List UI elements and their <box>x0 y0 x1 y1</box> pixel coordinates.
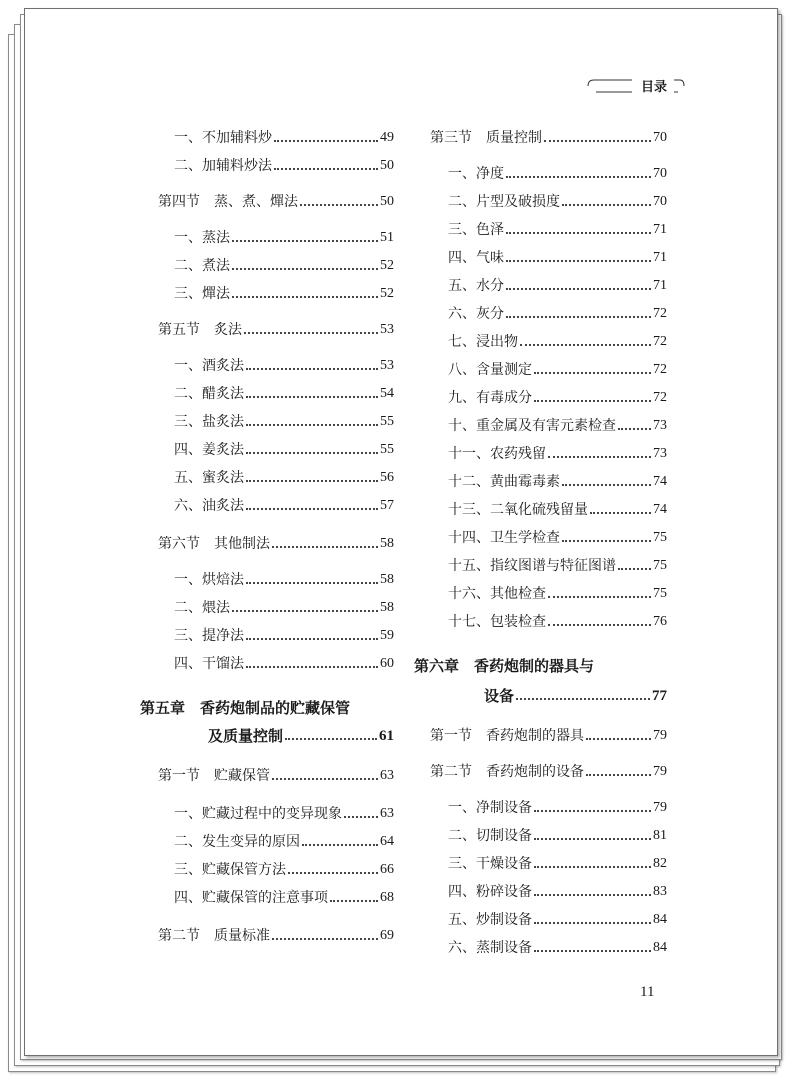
toc-entry-page: 71 <box>653 250 667 265</box>
toc-entry-title: 四、气味 <box>448 250 504 266</box>
toc-item-entry[interactable] <box>174 569 394 591</box>
toc-leader-dots <box>534 400 651 402</box>
toc-chapter-entry[interactable] <box>484 685 667 707</box>
toc-entry-page: 72 <box>653 362 667 377</box>
toc-leader-dots <box>586 738 651 740</box>
toc-entry-page: 74 <box>653 474 667 489</box>
toc-item-entry[interactable] <box>174 887 394 909</box>
toc-item-entry[interactable] <box>448 825 667 847</box>
toc-entry-title: 一、净度 <box>448 166 504 182</box>
toc-leader-dots <box>246 582 378 584</box>
toc-leader-dots <box>285 738 377 740</box>
toc-entry-title: 五、水分 <box>448 278 504 294</box>
toc-entry-page: 83 <box>653 884 667 899</box>
toc-entry-page: 58 <box>380 600 394 615</box>
toc-entry-page: 82 <box>653 856 667 871</box>
toc-entry-page: 73 <box>653 418 667 433</box>
toc-entry-title: 十五、指纹图谱与特征图谱 <box>448 558 616 574</box>
toc-section-entry[interactable] <box>158 319 394 341</box>
toc-leader-dots <box>544 140 651 142</box>
toc-leader-dots <box>562 484 651 486</box>
toc-entry-title: 第一节 香药炮制的器具 <box>430 728 584 744</box>
toc-entry-title: 十四、卫生学检查 <box>448 530 560 546</box>
toc-entry-page: 79 <box>653 728 667 743</box>
toc-leader-dots <box>246 396 378 398</box>
toc-entry-title: 一、蒸法 <box>174 230 230 246</box>
toc-section-entry[interactable] <box>158 191 394 213</box>
toc-section-entry[interactable] <box>158 765 394 787</box>
toc-entry-title: 一、酒炙法 <box>174 358 244 374</box>
toc-entry-title: 二、醋炙法 <box>174 386 244 402</box>
toc-entry-page: 53 <box>380 322 394 337</box>
toc-entry-title: 十二、黄曲霉毒素 <box>448 474 560 490</box>
toc-item-entry[interactable] <box>448 583 667 605</box>
toc-entry-page: 63 <box>380 806 394 821</box>
toc-leader-dots <box>300 204 378 206</box>
toc-entry-page: 76 <box>653 614 667 629</box>
toc-entry-page: 75 <box>653 558 667 573</box>
toc-leader-dots <box>246 638 378 640</box>
toc-entry-page: 84 <box>653 912 667 927</box>
toc-item-entry[interactable] <box>448 387 667 409</box>
toc-leader-dots <box>246 424 378 426</box>
toc-entry-page: 63 <box>380 768 394 783</box>
toc-entry-page: 72 <box>653 306 667 321</box>
toc-item-entry[interactable] <box>448 937 667 959</box>
toc-leader-dots <box>274 140 378 142</box>
toc-leader-dots <box>272 938 378 940</box>
toc-leader-dots <box>246 452 378 454</box>
toc-item-entry[interactable] <box>448 331 667 353</box>
toc-leader-dots <box>274 168 378 170</box>
toc-entry-page: 58 <box>380 536 394 551</box>
toc-item-entry[interactable] <box>448 359 667 381</box>
toc-entry-title: 六、油炙法 <box>174 498 244 514</box>
toc-leader-dots <box>246 508 378 510</box>
toc-item-entry[interactable] <box>448 303 667 325</box>
toc-item-entry[interactable] <box>174 859 394 881</box>
toc-entry-title: 第五节 炙法 <box>158 322 242 338</box>
toc-leader-dots <box>520 344 651 346</box>
running-header <box>586 76 686 96</box>
toc-entry-page: 75 <box>653 530 667 545</box>
toc-item-entry[interactable] <box>448 611 667 633</box>
toc-leader-dots <box>302 844 378 846</box>
toc-item-entry[interactable] <box>174 625 394 647</box>
toc-item-entry[interactable] <box>174 127 394 149</box>
page-number: 11 <box>640 984 655 1000</box>
toc-entry-title: 四、粉碎设备 <box>448 884 532 900</box>
toc-item-entry[interactable] <box>174 597 394 619</box>
toc-entry-title: 二、片型及破损度 <box>448 194 560 210</box>
toc-entry-page: 56 <box>380 470 394 485</box>
toc-item-entry[interactable] <box>448 881 667 903</box>
toc-entry-title: 第二节 香药炮制的设备 <box>430 764 584 780</box>
toc-leader-dots <box>586 774 651 776</box>
toc-entry-title: 六、蒸制设备 <box>448 940 532 956</box>
toc-entry-page: 60 <box>380 656 394 671</box>
toc-leader-dots <box>618 568 651 570</box>
toc-item-entry[interactable] <box>448 853 667 875</box>
toc-leader-dots <box>246 666 378 668</box>
toc-item-entry[interactable] <box>448 555 667 577</box>
toc-entry-page: 50 <box>380 194 394 209</box>
toc-leader-dots <box>506 288 651 290</box>
toc-entry-page: 55 <box>380 414 394 429</box>
toc-item-entry[interactable] <box>448 219 667 241</box>
toc-entry-title: 二、发生变异的原因 <box>174 834 300 850</box>
toc-leader-dots <box>534 838 651 840</box>
toc-leader-dots <box>534 894 651 896</box>
toc-leader-dots <box>272 546 378 548</box>
toc-entry-title: 二、煮法 <box>174 258 230 274</box>
toc-section-entry[interactable] <box>430 761 667 783</box>
toc-entry-title: 一、不加辅料炒 <box>174 130 272 146</box>
toc-entry-page: 66 <box>380 862 394 877</box>
header-label: 目录 <box>640 80 667 95</box>
toc-leader-dots <box>516 698 650 700</box>
toc-leader-dots <box>562 540 651 542</box>
toc-leader-dots <box>272 778 378 780</box>
toc-item-entry[interactable] <box>174 439 394 461</box>
toc-item-entry[interactable] <box>174 653 394 675</box>
toc-item-entry[interactable] <box>174 411 394 433</box>
toc-leader-dots <box>548 456 651 458</box>
toc-leader-dots <box>232 610 378 612</box>
toc-leader-dots <box>506 260 651 262</box>
toc-entry-page: 72 <box>653 334 667 349</box>
toc-item-entry[interactable] <box>448 499 667 521</box>
toc-entry-page: 59 <box>380 628 394 643</box>
toc-entry-page: 70 <box>653 194 667 209</box>
toc-chapter-entry[interactable] <box>208 725 394 747</box>
toc-entry-title: 三、色泽 <box>448 222 504 238</box>
toc-entry-title: 设备 <box>484 687 515 705</box>
toc-entry-page: 71 <box>653 278 667 293</box>
toc-item-entry[interactable] <box>448 471 667 493</box>
toc-entry-title: 十七、包装检查 <box>448 614 546 630</box>
toc-leader-dots <box>344 816 378 818</box>
toc-entry-title: 八、含量测定 <box>448 362 532 378</box>
toc-item-entry[interactable] <box>448 191 667 213</box>
toc-entry-page: 71 <box>653 222 667 237</box>
toc-leader-dots <box>548 596 651 598</box>
toc-entry-title: 十三、二氧化硫残留量 <box>448 502 588 518</box>
toc-leader-dots <box>534 922 651 924</box>
toc-entry-page: 61 <box>379 728 394 744</box>
toc-entry-page: 79 <box>653 764 667 779</box>
toc-entry-page: 70 <box>653 130 667 145</box>
toc-entry-page: 70 <box>653 166 667 181</box>
toc-item-entry[interactable] <box>448 443 667 465</box>
toc-entry-page: 69 <box>380 928 394 943</box>
toc-leader-dots <box>534 866 651 868</box>
toc-leader-dots <box>534 810 651 812</box>
toc-entry-page: 52 <box>380 258 394 273</box>
toc-entry-page: 81 <box>653 828 667 843</box>
toc-item-entry[interactable] <box>174 155 394 177</box>
toc-entry-page: 51 <box>380 230 394 245</box>
toc-entry-title: 二、切制设备 <box>448 828 532 844</box>
toc-entry-page: 79 <box>653 800 667 815</box>
toc-item-entry[interactable] <box>448 163 667 185</box>
toc-entry-title: 四、干馏法 <box>174 656 244 672</box>
toc-entry-title: 十一、农药残留 <box>448 446 546 462</box>
toc-entry-title: 第三节 质量控制 <box>430 130 542 146</box>
toc-leader-dots <box>246 368 378 370</box>
toc-entry-title: 第二节 质量标准 <box>158 928 270 944</box>
toc-entry-page: 49 <box>380 130 394 145</box>
toc-entry-title: 一、贮藏过程中的变异现象 <box>174 806 342 822</box>
toc-entry-page: 54 <box>380 386 394 401</box>
toc-item-entry[interactable] <box>174 255 394 277</box>
toc-leader-dots <box>590 512 651 514</box>
chapter-title: 第五章 香药炮制品的贮藏保管 <box>140 699 351 717</box>
toc-leader-dots <box>288 872 378 874</box>
toc-leader-dots <box>548 624 651 626</box>
toc-entry-title: 三、干燥设备 <box>448 856 532 872</box>
toc-entry-title: 三、盐炙法 <box>174 414 244 430</box>
toc-entry-page: 57 <box>380 498 394 513</box>
toc-entry-title: 二、加辅料炒法 <box>174 158 272 174</box>
toc-item-entry[interactable] <box>174 831 394 853</box>
chapter-title: 第六章 香药炮制的器具与 <box>414 657 595 675</box>
toc-item-entry[interactable] <box>448 909 667 931</box>
toc-entry-title: 四、贮藏保管的注意事项 <box>174 890 328 906</box>
toc-entry-title: 一、烘焙法 <box>174 572 244 588</box>
toc-entry-page: 68 <box>380 890 394 905</box>
toc-entry-title: 第六节 其他制法 <box>158 536 270 552</box>
toc-item-entry[interactable] <box>174 467 394 489</box>
toc-entry-page: 84 <box>653 940 667 955</box>
toc-leader-dots <box>534 950 651 952</box>
toc-entry-title: 第一节 贮藏保管 <box>158 768 270 784</box>
toc-entry-title: 六、灰分 <box>448 306 504 322</box>
toc-item-entry[interactable] <box>448 527 667 549</box>
toc-entry-title: 五、蜜炙法 <box>174 470 244 486</box>
toc-leader-dots <box>330 900 378 902</box>
toc-item-entry[interactable] <box>448 797 667 819</box>
toc-item-entry[interactable] <box>174 283 394 305</box>
toc-item-entry[interactable] <box>174 803 394 825</box>
toc-leader-dots <box>534 372 651 374</box>
toc-entry-page: 74 <box>653 502 667 517</box>
toc-entry-title: 十、重金属及有害元素检查 <box>448 418 616 434</box>
toc-entry-page: 75 <box>653 586 667 601</box>
toc-entry-title: 及质量控制 <box>208 727 284 745</box>
toc-section-entry[interactable] <box>158 925 394 947</box>
toc-leader-dots <box>232 240 378 242</box>
toc-item-entry[interactable] <box>448 275 667 297</box>
toc-leader-dots <box>506 232 651 234</box>
toc-leader-dots <box>232 296 378 298</box>
toc-entry-title: 五、炒制设备 <box>448 912 532 928</box>
toc-entry-page: 58 <box>380 572 394 587</box>
toc-leader-dots <box>244 332 378 334</box>
toc-item-entry[interactable] <box>448 247 667 269</box>
toc-entry-title: 四、姜炙法 <box>174 442 244 458</box>
toc-entry-page: 77 <box>652 688 667 704</box>
toc-entry-page: 52 <box>380 286 394 301</box>
toc-entry-page: 53 <box>380 358 394 373</box>
toc-entry-title: 三、提净法 <box>174 628 244 644</box>
toc-leader-dots <box>506 176 651 178</box>
toc-item-entry[interactable] <box>174 495 394 517</box>
toc-section-entry[interactable] <box>158 533 394 555</box>
toc-entry-title: 三、燀法 <box>174 286 230 302</box>
toc-leader-dots <box>232 268 378 270</box>
toc-entry-page: 72 <box>653 390 667 405</box>
toc-item-entry[interactable] <box>448 415 667 437</box>
toc-entry-page: 55 <box>380 442 394 457</box>
toc-section-entry[interactable] <box>430 127 667 149</box>
toc-item-entry[interactable] <box>174 355 394 377</box>
toc-leader-dots <box>618 428 651 430</box>
toc-item-entry[interactable] <box>174 227 394 249</box>
toc-entry-title: 三、贮藏保管方法 <box>174 862 286 878</box>
toc-leader-dots <box>562 204 651 206</box>
toc-leader-dots <box>506 316 651 318</box>
toc-entry-page: 64 <box>380 834 394 849</box>
toc-leader-dots <box>246 480 378 482</box>
toc-entry-page: 73 <box>653 446 667 461</box>
toc-entry-page: 50 <box>380 158 394 173</box>
toc-entry-title: 十六、其他检查 <box>448 586 546 602</box>
toc-entry-title: 第四节 蒸、煮、燀法 <box>158 194 298 210</box>
toc-entry-title: 九、有毒成分 <box>448 390 532 406</box>
toc-entry-title: 二、煨法 <box>174 600 230 616</box>
toc-entry-title: 七、浸出物 <box>448 334 518 350</box>
toc-entry-title: 一、净制设备 <box>448 800 532 816</box>
toc-item-entry[interactable] <box>174 383 394 405</box>
toc-section-entry[interactable] <box>430 725 667 747</box>
